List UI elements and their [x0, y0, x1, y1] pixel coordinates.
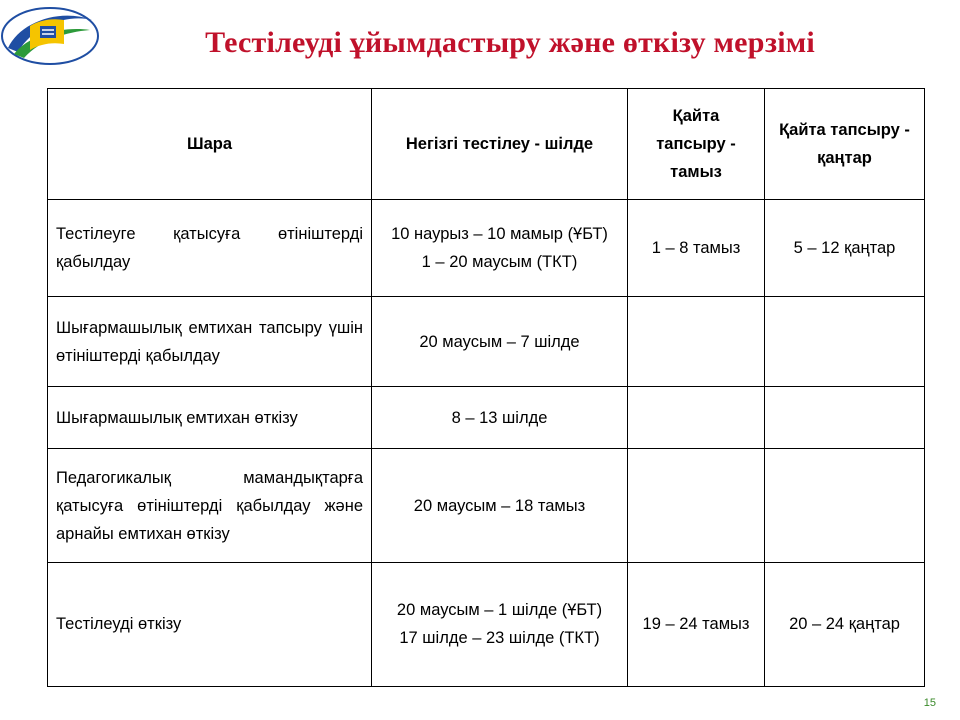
schedule-table: [47, 88, 925, 687]
table-header-row: [48, 89, 925, 200]
main-date-cell: 20 маусым – 18 тамыз: [372, 449, 628, 562]
header-event: Шара: [48, 89, 372, 200]
main-date-cell: 20 маусым – 7 шілде: [372, 297, 628, 387]
event-cell: Тестілеуді өткізу: [48, 562, 372, 686]
january-date-cell: 20 – 24 қаңтар: [765, 562, 925, 686]
january-date-cell: [765, 297, 925, 387]
header-retake-august: Қайта тапсыру - тамыз: [628, 89, 765, 200]
january-date-cell: [765, 387, 925, 449]
event-cell: Педагогикалық мамандықтарға қатысуға өтініштерді қабылдау және арнайы емтихан өткізу: [48, 449, 372, 562]
table-row: [48, 297, 925, 387]
table-row: [48, 562, 925, 686]
page-number: 15: [923, 697, 936, 709]
august-date-cell: 1 – 8 тамыз: [628, 200, 765, 297]
august-date-cell: 19 – 24 тамыз: [628, 562, 765, 686]
event-cell: Шығармашылық емтихан тапсыру үшін өтініштерді қабылдау: [48, 297, 372, 387]
august-date-cell: [628, 297, 765, 387]
main-date-line: 10 наурыз – 10 мамыр (ҰБТ): [391, 225, 608, 244]
january-date-cell: 5 – 12 қаңтар: [765, 200, 925, 297]
table-row: [48, 449, 925, 562]
page-title: Тестілеуді ұйымдастыру және өткізу мерзімі: [205, 26, 815, 59]
header-retake-january: Қайта тапсыру - қаңтар: [765, 89, 925, 200]
main-date-line: 20 маусым – 1 шілде (ҰБТ): [396, 601, 603, 620]
main-date-line: 1 – 20 маусым (ТКТ): [421, 253, 578, 272]
event-cell: Тестілеуге қатысуға өтініштерді қабылдау: [48, 200, 372, 297]
august-date-cell: [628, 449, 765, 562]
main-date-cell: [372, 200, 628, 297]
event-cell: Шығармашылық емтихан өткізу: [48, 387, 372, 449]
august-date-cell: [628, 387, 765, 449]
main-date-line: 17 шілде – 23 шілде (ТКТ): [399, 629, 600, 648]
table-row: [48, 387, 925, 449]
main-date-cell: 8 – 13 шілде: [372, 387, 628, 449]
main-date-cell: [372, 562, 628, 686]
header-main-testing: Негізгі тестілеу - шілде: [372, 89, 628, 200]
table-row: [48, 200, 925, 297]
january-date-cell: [765, 449, 925, 562]
